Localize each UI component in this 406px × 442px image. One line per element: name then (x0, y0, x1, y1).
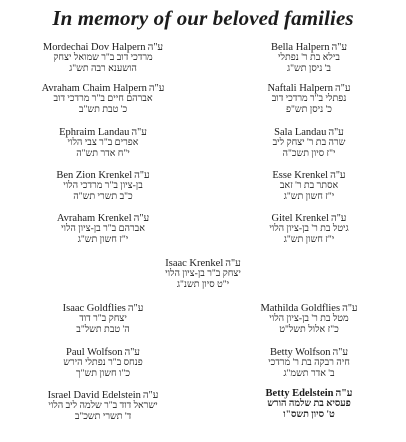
entry-hebrew-name: בילא בת ר' נפתלי (278, 53, 340, 63)
entry-hebrew-name: אברהם ב"ר בן-ציון הלוי (61, 224, 145, 234)
entry-hebrew-name: יצחק ב"ר דוד (79, 314, 127, 324)
memorial-entry (18, 42, 188, 75)
entry-mark: ע"ה (134, 170, 150, 181)
entry-hebrew-date: ט' סיון תשס"ו (283, 410, 335, 420)
memorial-entry (18, 170, 188, 203)
entry-hebrew-date: ה' טבת תשל"ב (76, 325, 130, 335)
page-title: In memory of our beloved families (52, 6, 354, 30)
entry-hebrew-name: ישראל דוד ב"ר שלמה ליב הלוי (48, 401, 158, 411)
entry-name: Mathilda Goldflies (260, 303, 341, 314)
memorial-entry (18, 127, 188, 160)
entry-name: Paul Wolfson (66, 347, 123, 358)
entry-hebrew-date: כ' טבת תש"ב (78, 105, 128, 115)
entry-mark: ע"ה (332, 347, 348, 358)
entry-name: Esse Krenkel (272, 170, 329, 181)
entry-hebrew-date: כ"ב תשרי תש"ה (73, 192, 133, 202)
entry-hebrew-name: חיה רבקה בת ר' מרדכי (268, 358, 350, 368)
entry-mark: ע"ה (148, 83, 165, 94)
entry-hebrew-name: אסתר בת ר' זאב (279, 181, 339, 191)
entry-hebrew-date: כ"ו חשון תש"ך (76, 369, 130, 379)
memorial-entry (224, 127, 394, 160)
memorial-entry (224, 170, 394, 203)
memorial-entry (18, 213, 188, 246)
entry-hebrew-name: אברהם חיים ב"ר מרדכי דוב (53, 94, 153, 104)
memorial-entry (224, 42, 394, 75)
entry-mark: ע"ה (335, 388, 353, 399)
entry-name: Ben Zion Krenkel (56, 170, 133, 181)
entry-name: Gitel Krenkel (271, 213, 329, 224)
entry-name: Naftali Halpern (267, 83, 334, 94)
entry-hebrew-date: כ"ז אלול תשל"ט (279, 325, 339, 335)
entry-hebrew-date: י"ח אדר תש"ה (76, 149, 130, 159)
entry-hebrew-name: פעסיא בת שלמה הורש (267, 399, 351, 409)
entry-mark: ע"ה (147, 42, 164, 53)
entry-hebrew-name: נפתלי ב"ר מרדכי דוב (271, 94, 347, 104)
entry-hebrew-name: יצחק ב"ר בן-ציון הלוי (165, 269, 241, 279)
entry-hebrew-date: ב' אדר תשמ"ג (283, 369, 335, 379)
entry-name: Sala Landau (274, 127, 327, 138)
memorial-entry (18, 390, 188, 423)
entry-name: Mordechai Dov Halpern (42, 42, 146, 53)
entry-name: Isaac Goldflies (62, 303, 126, 314)
entry-hebrew-date: הושענא רבה תש"ג (69, 64, 137, 74)
entry-mark: ע"ה (124, 347, 140, 358)
entry-hebrew-name: פנחס ב"ר נפתלי הירש (63, 358, 143, 368)
memorial-entry (18, 303, 188, 336)
memorial-entry (224, 303, 394, 336)
entry-hebrew-date: י"ז חשון תש"ג (77, 235, 129, 245)
entry-name: Ephraim Landau (59, 127, 130, 138)
entry-hebrew-date: ד' תשרי תשכ"ב (74, 412, 132, 422)
memorial-entry-center (118, 258, 288, 291)
entry-mark: ע"ה (131, 127, 147, 138)
entry-mark: ע"ה (127, 303, 144, 314)
entry-name: Betty Wolfson (269, 347, 331, 358)
entry-mark: ע"ה (335, 83, 351, 94)
memorial-entry (224, 83, 394, 116)
entry-name: Avraham Krenkel (56, 213, 132, 224)
entry-hebrew-name: גיטל בת ר' בן-ציון הלוי (269, 224, 349, 234)
entry-hebrew-name: מרדכי דוב ב"ר שמואל יצחק (53, 53, 153, 63)
memorial-entry (18, 83, 188, 116)
entry-mark: ע"ה (342, 303, 358, 314)
entry-hebrew-date: כ' ניסן תש"פ (286, 105, 332, 115)
entry-hebrew-date: י"ז חשון תש"ג (283, 192, 335, 202)
entry-mark: ע"ה (331, 42, 348, 53)
entry-mark: ע"ה (133, 213, 150, 224)
entry-hebrew-name: אפרים ב"ר צבי הלוי (67, 138, 139, 148)
entry-hebrew-name: בן-ציון ב"ר מרדכי הלוי (63, 181, 143, 191)
memorial-entry (224, 388, 394, 421)
memorial-entry (18, 347, 188, 380)
entry-hebrew-date: י"ז חשון תש"ג (283, 235, 335, 245)
entry-mark: ע"ה (330, 170, 346, 181)
entry-hebrew-name: שרה בת ר' יצחק ליב (272, 138, 346, 148)
entry-name: Betty Edelstein (265, 388, 334, 399)
entry-name: Israel David Edelstein (47, 390, 141, 401)
entry-hebrew-date: י"ז סיון תשכ"ה (282, 149, 336, 159)
entry-mark: ע"ה (225, 258, 241, 269)
entry-name: Isaac Krenkel (165, 258, 224, 269)
memorial-entry (224, 213, 394, 246)
entry-hebrew-name: מטל בת ר' בן-ציון הלוי (269, 314, 349, 324)
entry-mark: ע"ה (142, 390, 159, 401)
entry-mark: ע"ה (328, 127, 344, 138)
entry-name: Avraham Chaim Halpern (41, 83, 147, 94)
entry-hebrew-date: ב' ניסן תש"ג (287, 64, 331, 74)
memorial-entry (224, 347, 394, 380)
entry-mark: ע"ה (330, 213, 347, 224)
entry-hebrew-date: י"ט סיון תשנ"ג (176, 280, 230, 290)
entry-name: Bella Halpern (270, 42, 330, 53)
